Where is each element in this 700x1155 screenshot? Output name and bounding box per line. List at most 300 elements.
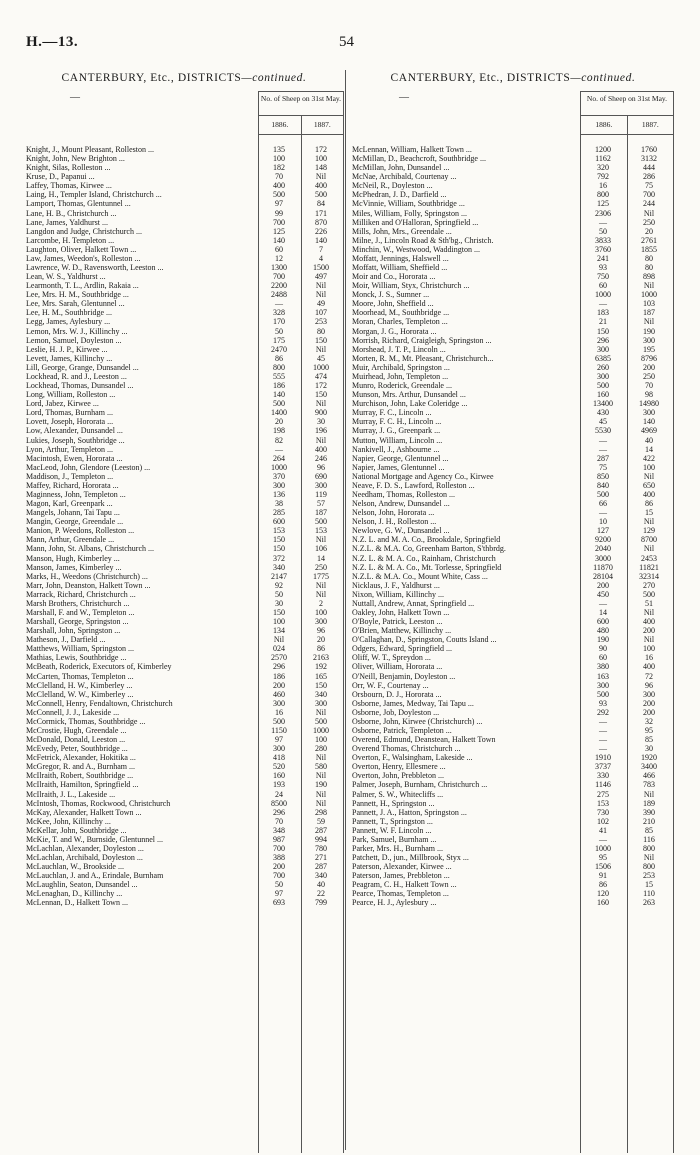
sheep-1887: 200 [643,362,655,372]
table-row [26,345,342,354]
sheep-1886: — [599,444,607,454]
owner-name: Needham, Thomas, Rolleston ... [352,489,455,499]
owner-name: Marshall, F. and W., Templeton ... [26,607,135,617]
sheep-1886: 296 [597,335,609,345]
sheep-1886: 30 [275,598,283,608]
sheep-1886: 1910 [595,753,611,763]
table-row [352,526,674,535]
table-row [26,354,342,363]
sheep-1887: 95 [645,726,653,735]
owner-name: Maddison, J., Templeton ... [26,471,114,481]
sheep-1887: 98 [645,390,653,400]
owner-name: Moffatt, William, Sheffield ... [352,263,448,273]
owner-name: Osborne, James, Medway, Tai Tapu ... [352,698,474,708]
owner-name: McBeath, Roderick, Executors of, Kimberley [26,662,172,672]
table-row [352,635,674,644]
table-row [352,245,674,254]
owner-name: McIlraith, Robert, Southbridge ... [26,771,134,781]
table-row [26,708,342,717]
sheep-1887: 1855 [641,244,657,254]
sheep-1887: 96 [645,680,653,690]
table-row [352,417,674,426]
table-row [26,454,342,463]
sheep-1887: 100 [643,644,655,654]
table-row [26,499,342,508]
owner-name: Nelson, Andrew, Dunsandel ... [352,499,450,509]
sheep-1887: 2453 [641,553,657,563]
owner-name: Munro, Roderick, Greendale ... [352,381,452,391]
table-row [26,372,342,381]
table-row [26,590,342,599]
sheep-1887: 1000 [641,290,657,300]
table-row [26,445,342,454]
sheep-1887: 300 [315,617,327,627]
table-row [352,780,674,789]
table-row [26,744,342,753]
owner-name: Marsh Brothers, Christchurch ... [26,598,130,608]
sheep-1886: 320 [597,163,609,173]
owner-name: Laffey, Thomas, Kirwee ... [26,181,112,191]
sheep-1886: 175 [273,335,285,345]
sheep-1887: 22 [317,889,325,899]
sheep-1887: 187 [643,308,655,318]
table-row [352,445,674,454]
owner-name: Miles, William, Folly, Springston ... [352,208,468,218]
sheep-1887: 270 [643,580,655,590]
sheep-1887: 287 [315,862,327,872]
table-row [26,699,342,708]
table-row [26,808,342,817]
table-row [26,209,342,218]
sheep-1887: Nil [643,281,655,291]
sheep-1886: 260 [597,362,609,372]
sheep-1887: 86 [645,499,653,509]
owner-name: Mann, John, St. Albans, Christchurch ... [26,544,154,554]
owner-name: O'Brien, Matthew, Killinchy ... [352,626,452,636]
owner-name: Morgan, J. G., Hororata ... [352,326,437,336]
sheep-1887: 250 [315,562,327,572]
owner-name: McIntosh, Thomas, Rockwood, Christchurch [26,798,171,808]
owner-name: Larcombe, H. Templeton ... [26,235,115,245]
owner-name: Marshall, John, Springston ... [26,626,121,636]
sheep-1886: 1200 [595,145,611,154]
owner-name: Paterson, Alexander, Kirwee ... [352,862,452,872]
sheep-1886: 450 [597,589,609,599]
sheep-1887: 300 [643,335,655,345]
table-row [26,653,342,662]
sheep-1886: 500 [597,381,609,391]
owner-name: Matheson, J., Darfield ... [26,635,106,645]
sheep-1886: 92 [275,580,283,590]
sheep-1886: 97 [275,735,283,745]
sheep-1887: 32314 [639,571,659,581]
sheep-1887: 466 [643,771,655,781]
owner-name: McLaughlin, Seaton, Dunsandel ... [26,880,138,890]
sheep-1887: 49 [317,299,325,309]
sheep-1886: 140 [273,235,285,245]
owner-name: Morten, R. M., Mt. Pleasant, Christchurch... [352,353,494,363]
sheep-1886: 75 [599,462,607,472]
table-row [352,436,674,445]
sheep-1886: Nil [273,635,285,645]
table-row [352,599,674,608]
table-row [352,372,674,381]
table-row [352,880,674,889]
table-row [352,354,674,363]
sheep-1886: 163 [597,671,609,681]
sheep-1887: 286 [643,172,655,182]
column-divider [345,70,346,1150]
owner-name: Maffey, Richard, Hororata ... [26,480,119,490]
sheep-1887: 994 [315,834,327,844]
sheep-1887: Nil [315,290,327,300]
table-row [26,581,342,590]
sheep-1887: 116 [643,834,655,844]
owner-name: Peagram, C. H., Halkett Town ... [352,880,457,890]
owner-name: O'Boyle, Patrick, Leeston ... [352,617,443,627]
owner-name: Moorhead, M., Southbridge ... [352,308,450,318]
sheep-1886: — [599,435,607,445]
sheep-1886: 50 [599,226,607,236]
table-row [352,327,674,336]
owner-name: Maginness, John, Templeton ... [26,489,126,499]
table-row [352,544,674,553]
sheep-1887: Nil [643,635,655,645]
sheep-1886: 3760 [595,244,611,254]
owner-name: Macintosh, Ewen, Hororata ... [26,453,123,463]
owner-name: Osborne, Patrick, Templeton ... [352,726,452,735]
sheep-1886: 93 [599,698,607,708]
table-row [26,526,342,535]
table-row [352,662,674,671]
sheep-1887: 103 [643,299,655,309]
sheep-1887: 129 [643,526,655,536]
sheep-1887: 1000 [313,726,329,735]
sheep-1887: Nil [315,399,327,409]
sheep-1887: 253 [643,871,655,881]
owner-name: Nixon, William, Killinchy ... [352,589,444,599]
sheep-1887: 390 [643,807,655,817]
sheep-1887: Nil [315,172,327,182]
sheep-1886: 600 [597,617,609,627]
table-row [26,817,342,826]
sheep-1886: 1506 [595,862,611,872]
table-row [26,554,342,563]
sheep-1887: 2163 [313,653,329,663]
table-row [352,163,674,172]
sheep-1886: 50 [275,589,283,599]
table-row [352,463,674,472]
sheep-1886: 296 [273,662,285,672]
sheep-1886: 287 [597,453,609,463]
table-row [352,218,674,227]
sheep-1887: 500 [315,517,327,527]
left-header-year-1886: 1886. [259,116,302,134]
table-row [26,563,342,572]
sheep-1886: 50 [275,880,283,890]
owner-name: Knight, J., Mount Pleasant, Rolleston ... [26,145,154,154]
right-column-title [352,70,674,86]
owner-name: N.Z.L. & M.A. Co, Greenham Barton, S'thbrdg. [352,544,506,554]
owner-name: Lemon, Mrs. W. J., Killinchy ... [26,326,128,336]
sheep-1887: 2 [319,598,323,608]
table-row [26,408,342,417]
sheep-1886: 300 [273,744,285,754]
sheep-1887: 580 [315,762,327,772]
owner-name: McNeil, R., Doyleston ... [352,181,433,191]
table-row [352,408,674,417]
sheep-1886: 388 [273,853,285,863]
table-row [352,826,674,835]
table-row [26,871,342,880]
owner-name: Parker, Mrs. H., Burnham ... [352,844,443,854]
owner-name: Moffatt, Jennings, Halswell ... [352,253,449,263]
sheep-1886: 693 [273,898,285,908]
sheep-1886: 160 [273,771,285,781]
table-row [352,426,674,435]
table-row [26,889,342,898]
sheep-1887: 1000 [313,362,329,372]
table-row [26,535,342,544]
sheep-1886: 5530 [595,426,611,436]
sheep-1886: 13400 [593,399,613,409]
table-row [26,436,342,445]
table-row [352,717,674,726]
table-row [352,889,674,898]
owner-name: Pearce, H. J., Aylesbury ... [352,898,437,908]
sheep-1886: 300 [597,371,609,381]
sheep-1887: 100 [315,154,327,164]
sheep-1887: 210 [643,816,655,826]
table-row [352,862,674,871]
owner-name: Learmonth, T. L., Ardlin, Rakaia ... [26,281,139,291]
owner-name: McEvedy, Peter, Southbridge ... [26,744,128,754]
owner-name: Lill, George, Grange, Dunsandel ... [26,362,139,372]
table-row [352,799,674,808]
sheep-1887: 75 [645,181,653,191]
sheep-1887: Nil [315,789,327,799]
owner-name: McLenaghan, D., Killinchy ... [26,889,123,899]
sheep-1886: 183 [597,308,609,318]
owner-name: Mangin, George, Greendale ... [26,517,124,527]
owner-name: McCarten, Thomas, Templeton ... [26,671,134,681]
sheep-1886: — [599,735,607,745]
owner-name: Lukies, Joseph, Southbridge ... [26,435,125,445]
sheep-1886: 10 [599,517,607,527]
sheep-1886: 100 [273,617,285,627]
sheep-1886: 275 [597,789,609,799]
owner-name: McMillan, D., Beachcroft, Southbridge ... [352,154,486,164]
sheep-1886: 186 [273,381,285,391]
sheep-1887: 165 [315,671,327,681]
sheep-1886: 182 [273,163,285,173]
sheep-1886: — [599,299,607,309]
sheep-1886: 700 [273,217,285,227]
sheep-1886: 3833 [595,235,611,245]
sheep-1886: 500 [597,489,609,499]
sheep-1886: 370 [273,471,285,481]
sheep-1887: 16 [645,653,653,663]
sheep-1887: 45 [317,353,325,363]
owner-name: Orr, W. F., Courtenay ... [352,680,429,690]
sheep-1887: 51 [645,598,653,608]
sheep-1887: 100 [315,735,327,745]
owner-name: O'Callaghan, D., Springston, Coutts Island ... [352,635,497,645]
sheep-1886: 792 [597,172,609,182]
table-row [26,826,342,835]
owner-name: O'Neill, Benjamin, Doyleston ... [352,671,456,681]
owner-name: Overton, Henry, Ellesmere ... [352,762,446,772]
sheep-1887: 86 [317,644,325,654]
sheep-1887: 870 [315,217,327,227]
owner-name: Osborne, Job, Doyleston ... [352,707,440,717]
table-row [26,154,342,163]
sheep-1886: 300 [597,344,609,354]
owner-name: McKellar, John, Southbridge ... [26,825,127,835]
table-row [352,744,674,753]
owner-name: Minchin, W., Westwood, Waddington ... [352,244,480,254]
owner-name: McPhedran, J. D., Darfield ... [352,190,447,200]
table-row [352,499,674,508]
page-number: 54 [339,34,354,50]
sheep-1887: Nil [315,535,327,545]
sheep-1886: 12 [275,253,283,263]
table-row [26,245,342,254]
owner-name: Muir, Archibald, Springston ... [352,362,450,372]
sheep-1886: 800 [597,190,609,200]
right-header-years [581,116,673,135]
sheep-1887: 187 [315,508,327,518]
sheep-1887: 263 [643,898,655,908]
sheep-1887: 85 [645,735,653,745]
table-row [26,145,342,154]
table-row [352,172,674,181]
sheep-1887: 14980 [639,399,659,409]
sheep-1887: 400 [315,444,327,454]
sheep-1887: 200 [643,698,655,708]
table-row [352,708,674,717]
sheep-1887: 690 [315,471,327,481]
sheep-1886: 555 [273,371,285,381]
sheep-1887: 20 [317,635,325,645]
owner-name: Manson, Hugh, Kimberley ... [26,553,120,563]
sheep-1887: Nil [643,789,655,799]
owner-name: Legg, James, Aylesbury ... [26,317,111,327]
sheep-1887: 4 [319,253,323,263]
table-row [352,672,674,681]
table-row [352,181,674,190]
table-row [26,227,342,236]
sheep-1886: 2306 [595,208,611,218]
owner-name: Moir, William, Styx, Christchurch ... [352,281,470,291]
table-row [26,481,342,490]
sheep-1886: 16 [275,707,283,717]
sheep-1887: 300 [643,408,655,418]
table-row [26,236,342,245]
sheep-1887: 140 [643,417,655,427]
sheep-1886: 480 [597,626,609,636]
owner-name: Nelson, J. H., Rolleston ... [352,517,437,527]
sheep-1887: 14 [645,444,653,454]
owner-name: Milliken and O'Halloran, Springfield ... [352,217,479,227]
sheep-1887: 500 [643,589,655,599]
owner-name: McIlraith, Hamilton, Springfield ... [26,780,139,790]
sheep-1886: 127 [597,526,609,536]
sheep-1887: Nil [315,435,327,445]
sheep-1886: 430 [597,408,609,418]
sheep-1887: 700 [643,190,655,200]
left-column-title [26,70,342,86]
owner-name: McDonald, Donald, Leeston ... [26,735,126,745]
sheep-1887: 80 [317,326,325,336]
table-row [352,472,674,481]
owner-name: Laing, H., Templer Island, Christchurch ... [26,190,162,200]
table-row [352,290,674,299]
owner-name: McMillan, John, Dunsandel ... [352,163,450,173]
left-header-label: No. of Sheep on 31st May. [259,92,343,116]
sheep-1886: 987 [273,834,285,844]
sheep-1887: 15 [645,880,653,890]
sheep-1887: Nil [643,853,655,863]
table-row [26,399,342,408]
sheep-1887: 497 [315,272,327,282]
table-row [26,662,342,671]
sheep-1887: 400 [643,617,655,627]
owner-name: Monck, J. S., Sumner ... [352,290,430,300]
sheep-1886: 150 [273,544,285,554]
sheep-1886: 300 [597,680,609,690]
sheep-1887: 195 [643,344,655,354]
sheep-1887: 119 [315,489,327,499]
table-row [26,690,342,699]
table-row [352,199,674,208]
sheep-1886: 60 [599,281,607,291]
sheep-1887: 650 [643,480,655,490]
sheep-1886: 86 [275,353,283,363]
table-row [352,835,674,844]
sheep-1887: 300 [315,480,327,490]
sheep-1887: 200 [643,707,655,717]
table-row [352,898,674,907]
sheep-1887: 96 [317,626,325,636]
owner-name: Odgers, Edward, Springfield ... [352,644,452,654]
sheep-1886: 50 [275,326,283,336]
table-row [352,572,674,581]
sheep-1886: 160 [597,390,609,400]
sheep-1886: 11870 [593,562,613,572]
sheep-1886: 97 [275,889,283,899]
sheep-1887: 7 [319,244,323,254]
owner-name: Napier, George, Glentunnel ... [352,453,449,463]
sheep-1886: 330 [597,771,609,781]
sheep-1886: 850 [597,471,609,481]
sheep-1886: 21 [599,317,607,327]
owner-name: Marrack, Richard, Christchurch ... [26,589,136,599]
sheep-1886: 380 [597,662,609,672]
sheep-1887: 271 [315,853,327,863]
owner-name: Moir and Co., Hororata ... [352,272,436,282]
sheep-1886: 82 [275,435,283,445]
sheep-1887: 244 [643,199,655,209]
table-row [352,154,674,163]
owner-name: Mathias, Lewis, Southbridge ... [26,653,127,663]
sheep-1886: 1000 [595,290,611,300]
sheep-1887: 40 [645,435,653,445]
sheep-1886: 348 [273,825,285,835]
sheep-1887: 59 [317,816,325,826]
owner-name: Palmer, S. W., Whitecliffs ... [352,789,444,799]
left-title-main: CANTERBURY, Etc., DISTRICTS [61,72,242,84]
